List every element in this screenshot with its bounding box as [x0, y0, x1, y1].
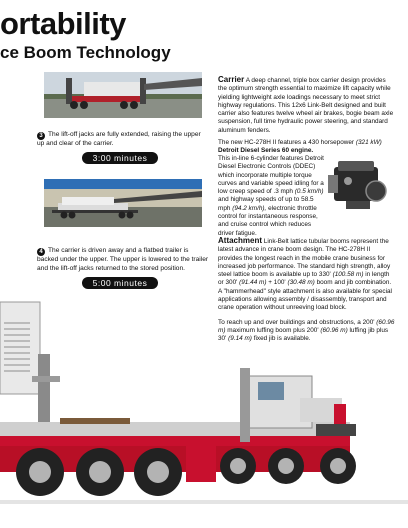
reach-text-2: maximum luffing boom plus 200': [227, 326, 319, 334]
engine-highway-speed: (94.2 km/h),: [232, 204, 267, 212]
attachment-metric-3: (30.48 m): [287, 279, 315, 287]
reach-text: To reach up and over buildings and obstructions, a 200': [218, 318, 375, 326]
photo-flatbed-trailer: [44, 179, 202, 227]
photo-lift-jacks: [44, 72, 202, 118]
page-subtitle: ce Boom Technology: [0, 43, 171, 62]
step-number-badge: 4: [37, 248, 45, 256]
reach-metric-2: (60.96 m): [320, 326, 348, 334]
engine-detail-text: This in-line 6-cylinder features Detroit Diesel Electronic Controls (DDEC) which incorporate multiple torque curves and variable speed idling for a low creep speed of .3 mph: [218, 155, 324, 196]
caption-text: The carrier is driven away and a flatbed trailer is backed under the upper. The upper is lowered to the trailer and the lift-off jacks returned to the stored position.: [37, 247, 209, 272]
carrier-paragraph: [218, 76, 396, 141]
attachment-text-2: in length or 300': [218, 271, 390, 287]
engine-detail-text-3: electronic throttle control for instantaneous response, and cruise control which reduces driver fatigue.: [218, 204, 318, 237]
reach-metric-3: (9.14 m): [228, 335, 252, 343]
attachment-metric-2: (91.44 m): [239, 279, 267, 287]
page-title: ortability: [0, 6, 126, 41]
engine-detail-text-2: and highway speeds of up to 58.5 mph: [218, 196, 314, 212]
time-badge-step-3: 3:00 minutes: [82, 152, 158, 164]
carrier-heading: Carrier: [218, 75, 245, 84]
time-badge-step-4: 5:00 minutes: [82, 277, 158, 289]
step-number-badge: 3: [37, 132, 45, 140]
reach-metric-1: (60.96 m): [218, 318, 395, 334]
engine-creep-speed: (0.5 km/h): [294, 188, 324, 196]
carrier-truck-photo: [0, 298, 408, 528]
engine-text: The new HC-278H II features a 430 horsepower: [218, 139, 355, 146]
attachment-heading: Attachment: [218, 236, 263, 245]
attachment-text: Link-Belt lattice tubular booms represent the latest advance in crane boom design. The HC-278H II provides the longest reach in the mobile crane business for increased job performance. The standard high strength, alloy steel lattice boom is available up to 330': [218, 238, 391, 279]
reach-text-4: fixed jib is available.: [253, 335, 311, 343]
carrier-text: A deep channel, triple box carrier design provides the optimum strength essential to maximize lift capacity while yielding lightweight axle loadings necessary to meet strict highway regulations. This 12x6 Link-Belt designed and built carrier also features twelve wheel air brakes, bogie beam axle suspension, full time hydraulic power steering, and standard aluminum fenders.: [218, 77, 394, 134]
engine-model: Detroit Diesel Series 60 engine.: [218, 147, 314, 155]
engine-photo: [326, 157, 390, 213]
attachment-metric-1: (100.58 m): [332, 271, 364, 279]
attachment-text-3: + 100': [268, 279, 286, 287]
attachment-text-4: boom and jib combination. A "hammerhead" style attachment is also available for special applications allowing assembly / disassembly, transport and crane operation without unreeving load block.: [218, 279, 392, 312]
caption-step-4: [37, 247, 209, 273]
engine-kw: (321 kW): [355, 139, 382, 146]
engine-details: [218, 155, 324, 244]
caption-text: The lift-off jacks are fully extended, raising the upper up and clear of the carrier.: [37, 131, 201, 147]
caption-step-3: [37, 131, 209, 149]
reach-text-3: luffing jib plus 30': [218, 326, 389, 343]
